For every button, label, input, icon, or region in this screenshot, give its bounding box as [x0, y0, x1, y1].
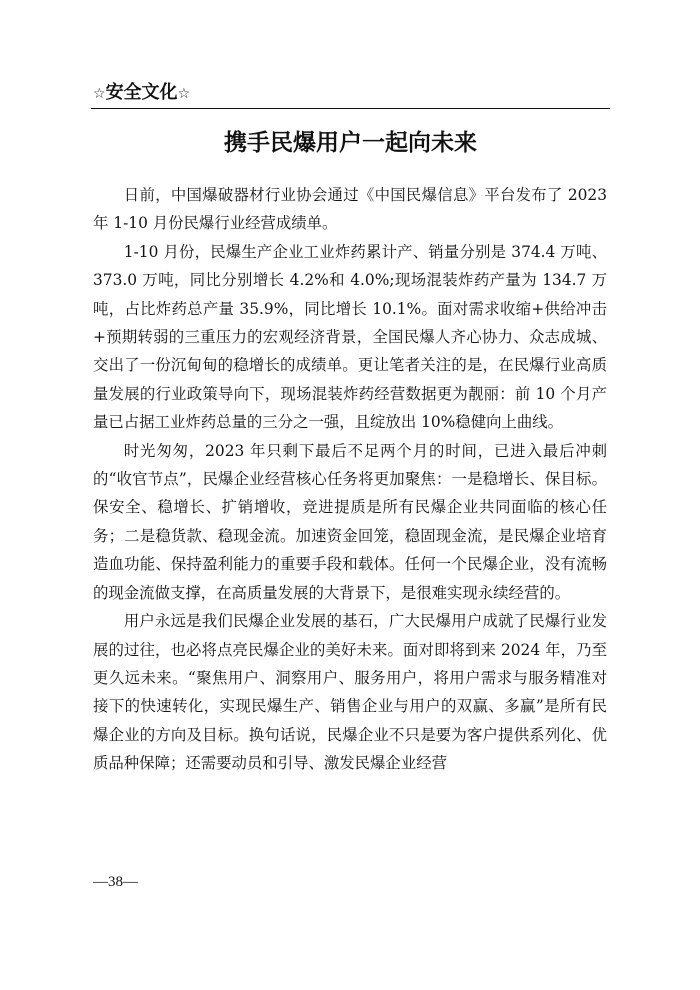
- paragraph-2: 1-10 月份，民爆生产企业工业炸药累计产、销量分别是 374.4 万吨、373.0 万吨，同比分别增长 4.2%和 4.0%;现场混装炸药产量为 134.7 万吨，占比炸药总产量 35.9%，同比增长 10.1%。面对需求收缩+供给冲击+预期转弱的三重压力的宏观经济背景，全国民爆人齐心协力、众志成城、交出了一份沉甸甸的稳增长的成绩单。更让笔者关注的是，在民爆行业高质量发展的行业政策导向下，现场混装炸药经营数据更为靓丽：前 10 个月产量已占据工业炸药总量的三分之一强，且绽放出 10%稳健向上曲线。: [93, 242, 607, 432]
- article-body: [93, 181, 607, 778]
- section-name: 安全文化: [105, 82, 178, 103]
- star-left-icon: ☆: [93, 86, 106, 102]
- section-header: [93, 80, 190, 107]
- header-divider: [91, 108, 610, 109]
- page-number: —38—: [93, 874, 138, 890]
- article-title: 携手民爆用户一起向未来: [224, 130, 477, 156]
- paragraph-3: 时光匆匆，2023 年只剩下最后不足两个月的时间，已进入最后冲刺的“收官节点”，民爆企业经营核心任务将更加聚焦：一是稳增长、保目标。保安全、稳增长、扩销增收，竞进提质是所有民爆企业共同面临的核心任务；二是稳货款、稳现金流。加速资金回笼，稳固现金流，是民爆企业培育造血功能、保持盈利能力的重要手段和载体。任何一个民爆企业，没有流畅的现金流做支撑，在高质量发展的大背景下，是很难实现永续经营的。: [93, 441, 607, 602]
- paragraph-1: 日前，中国爆破器材行业协会通过《中国民爆信息》平台发布了 2023 年 1-10 月份民爆行业经营成绩单。: [93, 186, 607, 233]
- star-right-icon: ☆: [177, 86, 191, 102]
- paragraph-4: 用户永远是我们民爆企业发展的基石，广大民爆用户成就了民爆行业发展的过往，也必将点亮民爆企业的美好未来。面对即将到来 2024 年，乃至更久远未来。“聚焦用户、洞察用户、服务用户，将用户需求与服务精准对接下的快速转化，实现民爆生产、销售企业与用户的双赢、多赢”是所有民爆企业的方向及目标。换句话说，民爆企业不只是要为客户提供系列化、优质品种保障；还需要动员和引导、激发民爆企业经营: [93, 612, 607, 773]
